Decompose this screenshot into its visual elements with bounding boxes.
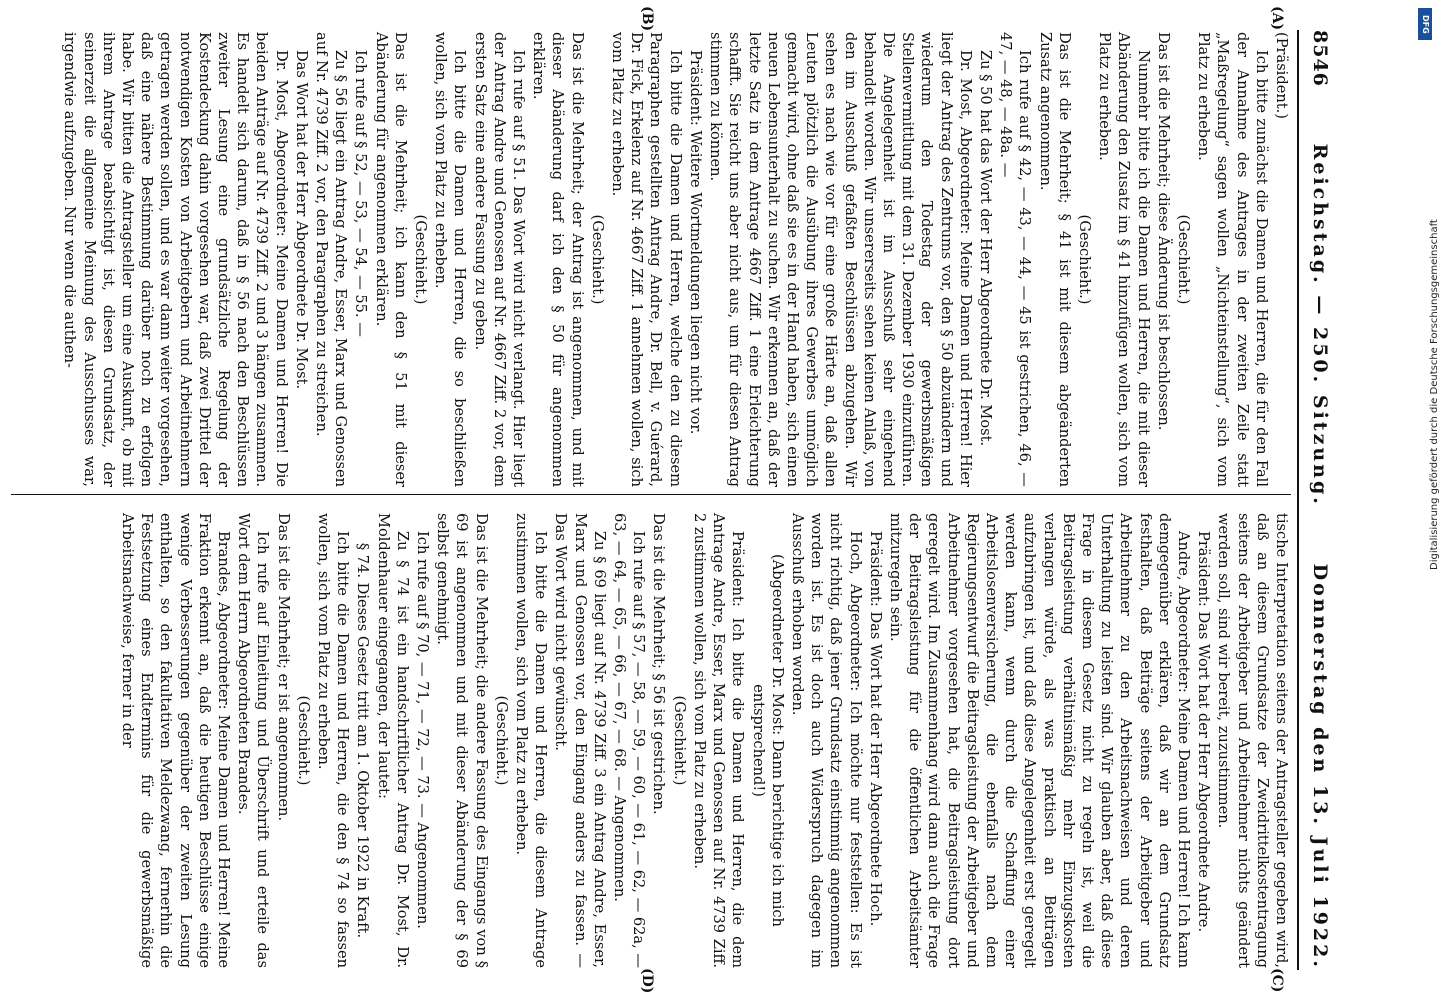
paragraph: Das ist die Mehrheit; § 56 ist gestrichen. bbox=[650, 513, 668, 815]
paragraph: Ich rufe auf § 42, — 43, — 44, — 45 ist gestrichen, 46, — 47, — 48, — 48a. — bbox=[997, 32, 1034, 487]
paragraph: tische Interpretation seitens der Antragsteller gegeben wird, daß an diesem Grundsatze der Zweidrittelkostentragung seitens der Arbeitgeber und Arbeitnehmer nichts geändert werden soll, sind wir bereit, zuzustimmen. bbox=[1215, 513, 1290, 968]
page-number: 8546 bbox=[1309, 30, 1331, 87]
paragraph: Zu § 69 liegt auf Nr. 4739 Ziff. 3 ein Antrag Andre, Esser, Marx und Genossen vor, den Eingang anders zu fassen. — Das Wort wird nicht gewünscht. bbox=[552, 513, 608, 968]
paragraph: Das ist die Mehrheit; er ist angenommen. bbox=[274, 513, 292, 822]
paragraph: Das ist die Mehrheit; § 41 ist mit diesem abgeänderten Zusatz angenommen. bbox=[1036, 32, 1073, 487]
dfg-logo: DFG bbox=[1418, 8, 1432, 40]
paragraph: Ich bitte die Damen und Herren, die den § 74 so fassen wollen, sich vom Platz zu erheben. bbox=[315, 513, 352, 968]
paragraph: Ich bitte die Damen und Herren, die so beschließen wollen, sich vom Platz zu erheben. bbox=[432, 32, 469, 487]
paragraph: Ich rufe auf § 70, — 71, — 72, — 73. — Angenommen. bbox=[414, 531, 432, 929]
column-divider bbox=[11, 494, 1291, 495]
paragraph: Ich bitte die Damen und Herren, welche den zu diesem Paragraphen gestellten Antrag Andre, Dr. Bell, v. Guérard, Dr. Fick, Erkelenz auf Nr. 4667 Ziff. 1 annehmen wollen, sich vom Platz zu erheben. bbox=[609, 32, 684, 487]
digitization-credit bbox=[1413, 10, 1440, 990]
left-column bbox=[59, 32, 1291, 487]
paragraph: (Geschieht.) bbox=[588, 214, 606, 305]
paragraph: Zu § 50 hat das Wort der Herr Abgeordnete Dr. Most. bbox=[976, 50, 994, 447]
header-rule bbox=[1297, 30, 1299, 970]
right-column bbox=[117, 513, 1291, 968]
paragraph: Hoch, Abgeordneter: Ich möchte nur feststellen: Es ist nicht richtig, daß jener Grundsatz einstimmig angenommen worden ist. Es ist doch auch Widerspruch dagegen im Ausschuß erhoben worden. bbox=[788, 513, 864, 968]
paragraph: Ich bitte die Damen und Herren, die diesem Antrage zustimmen wollen, sich vom Platz zu erheben. bbox=[513, 513, 550, 968]
paragraph: § 74. Dieses Gesetz tritt am 1. Oktober 1922 in Kraft. bbox=[354, 542, 372, 939]
paragraph: (Geschieht.) bbox=[1174, 214, 1192, 305]
margin-marker-c: (C) bbox=[1269, 968, 1285, 993]
margin-marker-b: (B) bbox=[639, 6, 655, 32]
paragraph: Präsident: Ich bitte die Damen und Herren, die dem Antrage Andre, Esser, Marx und Genossen auf Nr. 4739 Ziff. 2 zustimmen wollen, sich vom Platz zu erheben. bbox=[690, 513, 747, 968]
paragraph: Präsident: Das Wort hat der Herr Abgeordnete Andre. bbox=[1195, 531, 1213, 933]
paragraph: Brandes, Abgeordneter: Meine Damen und Herren! Meine Fraktion erkennt an, daß die heutigen Beschlüsse einige wenige Verbesserungen gegenüber der zweiten Lesung enthalten, so den fakultativen Meldezwang, fernerhin die Festsetzung eines Endtermins für die gewerbsmäßige Arbeitsnachweise, ferner in der bbox=[119, 513, 233, 968]
paragraph: Präsident: Das Wort hat der Herr Abgeordnete Hoch. bbox=[866, 531, 884, 927]
paragraph: Andre, Abgeordneter: Meine Damen und Herren! Ich kann demgegenüber erklären, daß wir an dem Grundsatz festhalten, daß Beiträge seitens der Arbeitgeber und Arbeitnehmer zu den Arbeitsnachweisen und deren Unterhaltung zu leisten sind. Wir glauben aber, daß diese Frage in diesem Gesetz nicht zu regeln ist, weil die Beitragsleistung verhältnismäßig mehr Einzugskosten verlangen würde, als was praktisch an Beiträgen aufzubringen ist, und daß diese Angelegenheit erst geregelt werden kann, wenn durch die Schaffung einer Arbeitslosenversicherung, die ebenfalls nach dem Regierungsentwurf die Beitragsleistung der Arbeitgeber und Arbeitnehmer vorgesehen hat, die Beitragsleistung dort geregelt wird. Im Zusammenhang wird dann auch die Frage der Beitragsleistung für die öffentlichen Arbeitsämter mitzuregeln sein. bbox=[886, 513, 1192, 968]
margin-marker-d: (D) bbox=[639, 968, 655, 994]
paragraph: Nunmehr bitte ich die Damen und Herren, die mit dieser Abänderung den Zusatz im § 41 hinzufügen wollen, sich vom Platz zu erheben. bbox=[1096, 32, 1152, 487]
paragraph: (Geschieht.) bbox=[492, 695, 510, 786]
paragraph: Das ist die Mehrheit; der Antrag ist angenommen, und mit dieser Abänderung darf ich den § 50 für angenommen erklären. bbox=[530, 32, 586, 487]
paragraph: Dr. Most, Abgeordneter: Meine Damen und Herren! Die beiden Anträge auf Nr. 4739 Ziff. 2 und 3 hängen zusammen. Es handelt sich darum, daß in § 56 nach den Beschlüssen zweiter Lesung eine grundsätzliche Regelung der Kostendeckung dahin vorgesehen war, daß zwei Drittel der notwendigen Kosten von Arbeitgebern und Arbeitnehmern getragen werden sollen, und es war dann weiter vorgesehen, daß eine nähere Bestimmung darüber noch zu erfolgen habe. Wir bitten die Antragsteller um eine Auskunft, ob mit ihrem Antrage beabsichtigt ist, diesen Grundsatz, der seinerzeit die allgemeine Meinung des Ausschusses war, irgendwie aufzugeben. Nur wenn die authen- bbox=[61, 32, 290, 487]
paragraph: (Geschieht.) bbox=[1075, 214, 1093, 305]
paragraph: Ich rufe auf § 52, — 53, — 54, — 55. — bbox=[352, 50, 370, 337]
paragraph: Ich rufe auf § 51. Das Wort wird nicht verlangt. Hier liegt der Antrag Andre und Genossen auf Nr. 4667 Ziff. 2 vor, dem ersten Satz eine andere Fassung zu geben. bbox=[471, 32, 528, 487]
page-header bbox=[1303, 30, 1337, 970]
credit-text: Digitalisierung gefördert durch die Deutsche Forschungsgemeinschaft bbox=[1429, 219, 1440, 570]
paragraph: Ich rufe auf Einleitung und Überschrift und erteile das Wort dem Herrn Abgeordneten Brandes. bbox=[235, 513, 272, 968]
paragraph: Dr. Most, Abgeordneter: Meine Damen und Herren! Hier liegt der Antrag des Zentrums vor, den § 50 abzuändern und wiederum den Todestag der gewerbsmäßigen Stellenvermittlung mit dem 31. Dezember 1930 einzuführen. Die Angelegenheit ist im Ausschuß sehr eingehend behandelt worden. Wir unsererseits sehen keinen Anlaß, von den im Ausschuß gefaßten Beschlüssen abzugehen. Wir sehen es nach wie vor für eine große Härte an, daß allen Leuten plötzlich die Ausübung ihres Gewerbes unmöglich gemacht wird, ohne daß sie es in der Hand haben, sich einen neuen Lebensunterhalt zu suchen. Wir erkennen an, daß der letzte Satz in dem Antrage 4667 Ziff. 1 eine Erleichterung schafft. Sie reicht uns aber nicht aus, um für diesen Antrag stimmen zu können. bbox=[707, 32, 974, 487]
paragraph: (Geschieht.) bbox=[294, 695, 312, 786]
paragraph: (Geschieht.) bbox=[412, 214, 430, 305]
paragraph: (Abgeordneter Dr. Most: Dann berichtige ich mich entsprechend!) bbox=[749, 554, 786, 927]
paragraph: Zu § 74 ist ein handschriftlicher Antrag Dr. Most, Dr. Moldenhauer eingegangen, der lautet: bbox=[374, 513, 411, 968]
paragraph: Ich rufe auf § 57, — 58, — 59, — 60, — 61, — 62, — 62a, — 63, — 64, — 65, — 66, — 67, — 68. — Angenommen. bbox=[611, 513, 648, 968]
margin-marker-a: (A) bbox=[1269, 6, 1285, 31]
page-title: Reichstag. — 250. Sitzung. bbox=[1309, 143, 1331, 507]
page-date: Donnerstag den 13. Juli 1922. bbox=[1309, 563, 1331, 970]
paragraph: Das ist die Mehrheit; die andere Fassung des Eingangs von § 69 ist angenommen und mit dieser Abänderung der § 69 selbst genehmigt. bbox=[434, 513, 490, 968]
paragraph: Präsident: Weitere Wortmeldungen liegen nicht vor. bbox=[686, 50, 704, 435]
paragraph: Zu § 56 liegt ein Antrag Andre, Esser, Marx und Genossen auf Nr. 4739 Ziff. 2 vor, den Paragraphen zu streichen. bbox=[313, 32, 350, 487]
paragraph: Das ist die Mehrheit; diese Änderung ist beschlossen. bbox=[1154, 32, 1172, 431]
paragraph: (Geschieht.) bbox=[670, 695, 688, 786]
paragraph: Das ist die Mehrheit; ich kann den § 51 mit dieser Abänderung für angenommen erklären. bbox=[372, 32, 409, 487]
paragraph: Ich bitte zunächst die Damen und Herren, die für den Fall der Annahme des Antrages in der zweiten Zeile statt „Maßregelung“ sagen wollen „Nichteinstellung“, sich vom Platz zu erheben. bbox=[1195, 32, 1270, 487]
paragraph: Das Wort hat der Herr Abgeordnete Dr. Most. bbox=[292, 50, 310, 390]
paragraph: (Präsident.) bbox=[1273, 32, 1290, 119]
